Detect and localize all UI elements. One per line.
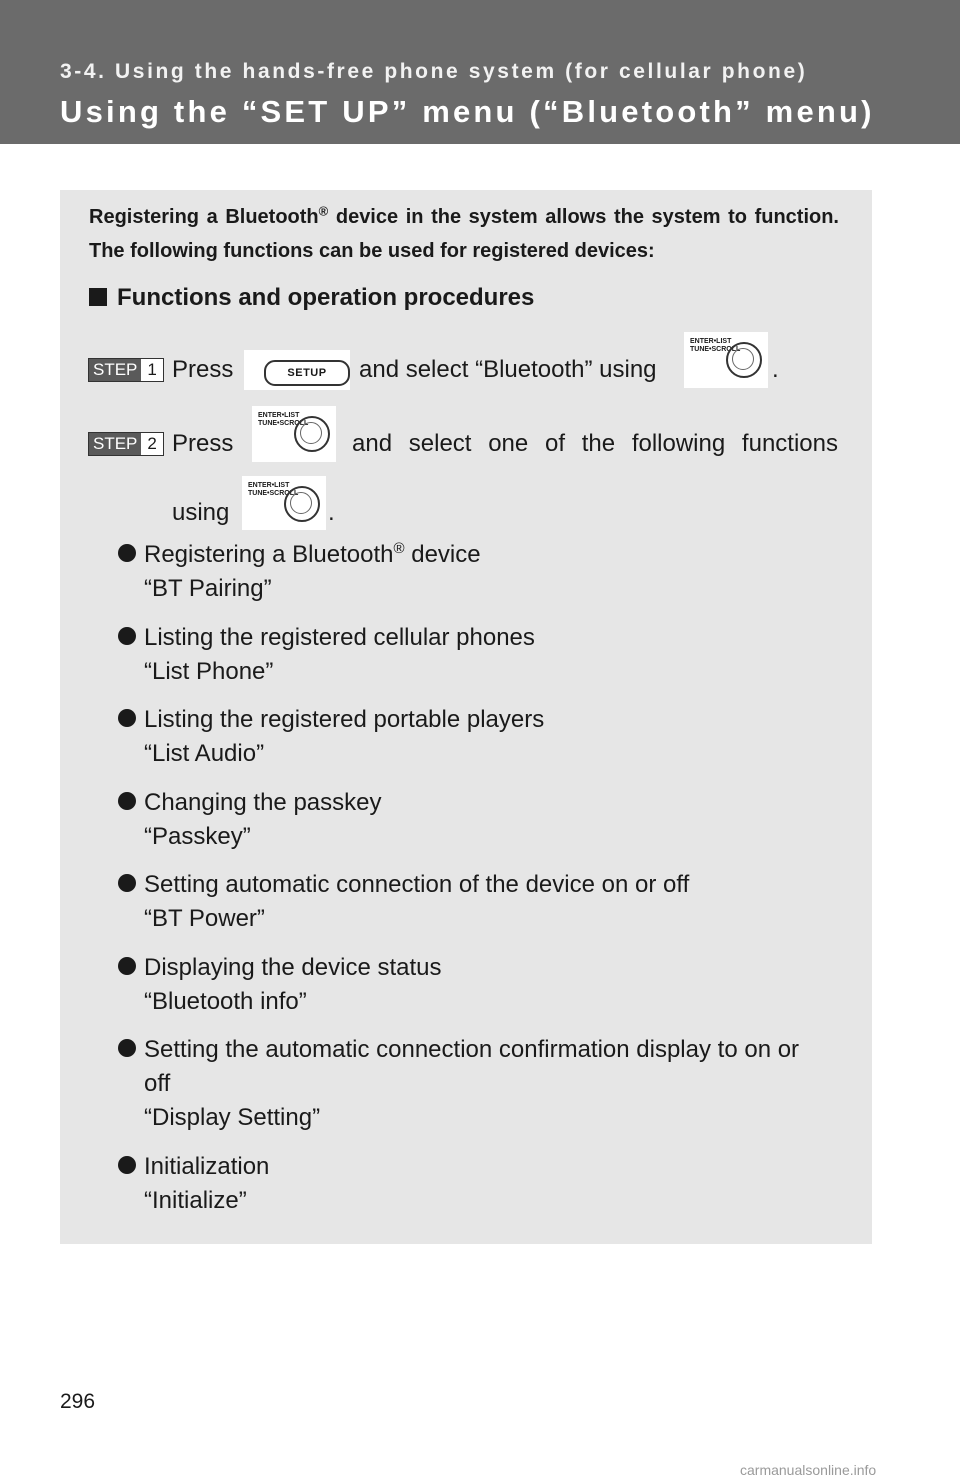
bullet-icon bbox=[118, 792, 136, 810]
item-desc: Listing the registered cellular phones bbox=[144, 624, 535, 651]
tune-scroll-knob-icon bbox=[252, 406, 336, 462]
page-number: 296 bbox=[60, 1390, 96, 1413]
bullet-icon bbox=[118, 874, 136, 892]
section-heading-text: Functions and operation procedures bbox=[117, 284, 535, 311]
item-menu-name: “Display Setting” bbox=[144, 1104, 321, 1131]
item-desc: Setting automatic connection of the device on or off bbox=[144, 871, 690, 898]
step-2-badge bbox=[88, 432, 164, 456]
watermark: carmanualsonline.info bbox=[740, 1462, 877, 1478]
item-menu-name: “List Phone” bbox=[144, 658, 274, 685]
item-desc-continued: off bbox=[144, 1070, 171, 1097]
item-menu-name: “List Audio” bbox=[144, 740, 265, 767]
list-item bbox=[118, 951, 848, 1019]
bullet-icon bbox=[118, 544, 136, 562]
section-subtitle: 3-4. Using the hands-free phone system (for cellular phone) bbox=[60, 60, 808, 83]
tune-scroll-knob-icon bbox=[242, 476, 326, 530]
item-desc: Setting the automatic connection confirmation display to on or bbox=[144, 1036, 800, 1063]
knob-label-2: TUNE•SCROLL bbox=[690, 346, 741, 353]
item-desc: Changing the passkey bbox=[144, 789, 382, 816]
intro-part1: Registering a Bluetooth bbox=[89, 206, 319, 228]
page-header bbox=[0, 0, 960, 144]
list-item bbox=[118, 703, 848, 771]
bullet-icon bbox=[118, 957, 136, 975]
item-menu-name: “Bluetooth info” bbox=[144, 988, 307, 1015]
step-number: 2 bbox=[141, 433, 162, 455]
square-bullet-icon bbox=[89, 288, 107, 306]
item-menu-name: “Initialize” bbox=[144, 1187, 247, 1214]
knob-label-1: ENTER•LIST bbox=[248, 482, 290, 489]
setup-button-label: SETUP bbox=[264, 360, 350, 386]
setup-button-image bbox=[244, 350, 350, 390]
bullet-icon bbox=[118, 1156, 136, 1174]
step-1-period: . bbox=[772, 356, 779, 383]
step-2-press: Press bbox=[172, 430, 234, 457]
item-desc: Displaying the device status bbox=[144, 954, 442, 981]
tune-scroll-knob-icon bbox=[684, 332, 768, 388]
step-1-instruction: and select “Bluetooth” using bbox=[359, 356, 657, 383]
page-title: Using the “SET UP” menu (“Bluetooth” menu) bbox=[60, 94, 875, 129]
knob-label-2: TUNE•SCROLL bbox=[248, 490, 299, 497]
intro-text bbox=[89, 200, 839, 268]
knob-label-1: ENTER•LIST bbox=[258, 412, 300, 419]
item-desc: Registering a Bluetooth bbox=[144, 541, 394, 568]
item-desc-suffix: device bbox=[404, 541, 481, 568]
registered-mark: ® bbox=[318, 203, 329, 219]
list-item bbox=[118, 786, 848, 854]
list-item bbox=[118, 868, 848, 936]
list-item bbox=[118, 538, 848, 606]
step-2-period: . bbox=[328, 499, 335, 526]
list-item bbox=[118, 1033, 848, 1135]
knob-label-1: ENTER•LIST bbox=[690, 338, 732, 345]
step-label: STEP bbox=[89, 359, 141, 381]
list-item bbox=[118, 1150, 848, 1218]
registered-mark: ® bbox=[393, 540, 405, 557]
item-desc: Listing the registered portable players bbox=[144, 706, 545, 733]
list-item bbox=[118, 621, 848, 689]
bullet-icon bbox=[118, 627, 136, 645]
step-1-badge bbox=[88, 358, 164, 382]
section-heading bbox=[89, 284, 534, 312]
intro-part2: device in the system allows the system to function. The following functions can be used for registered devices: bbox=[89, 206, 839, 262]
item-menu-name: “BT Pairing” bbox=[144, 575, 272, 602]
step-2-using: using bbox=[172, 499, 230, 526]
step-2-instruction: and select one of the following functions bbox=[352, 430, 838, 457]
step-label: STEP bbox=[89, 433, 141, 455]
item-menu-name: “Passkey” bbox=[144, 823, 251, 850]
knob-label-2: TUNE•SCROLL bbox=[258, 420, 309, 427]
item-desc: Initialization bbox=[144, 1153, 270, 1180]
bullet-icon bbox=[118, 1039, 136, 1057]
step-1-press: Press bbox=[172, 356, 234, 383]
step-number: 1 bbox=[141, 359, 162, 381]
item-menu-name: “BT Power” bbox=[144, 905, 265, 932]
bullet-icon bbox=[118, 709, 136, 727]
